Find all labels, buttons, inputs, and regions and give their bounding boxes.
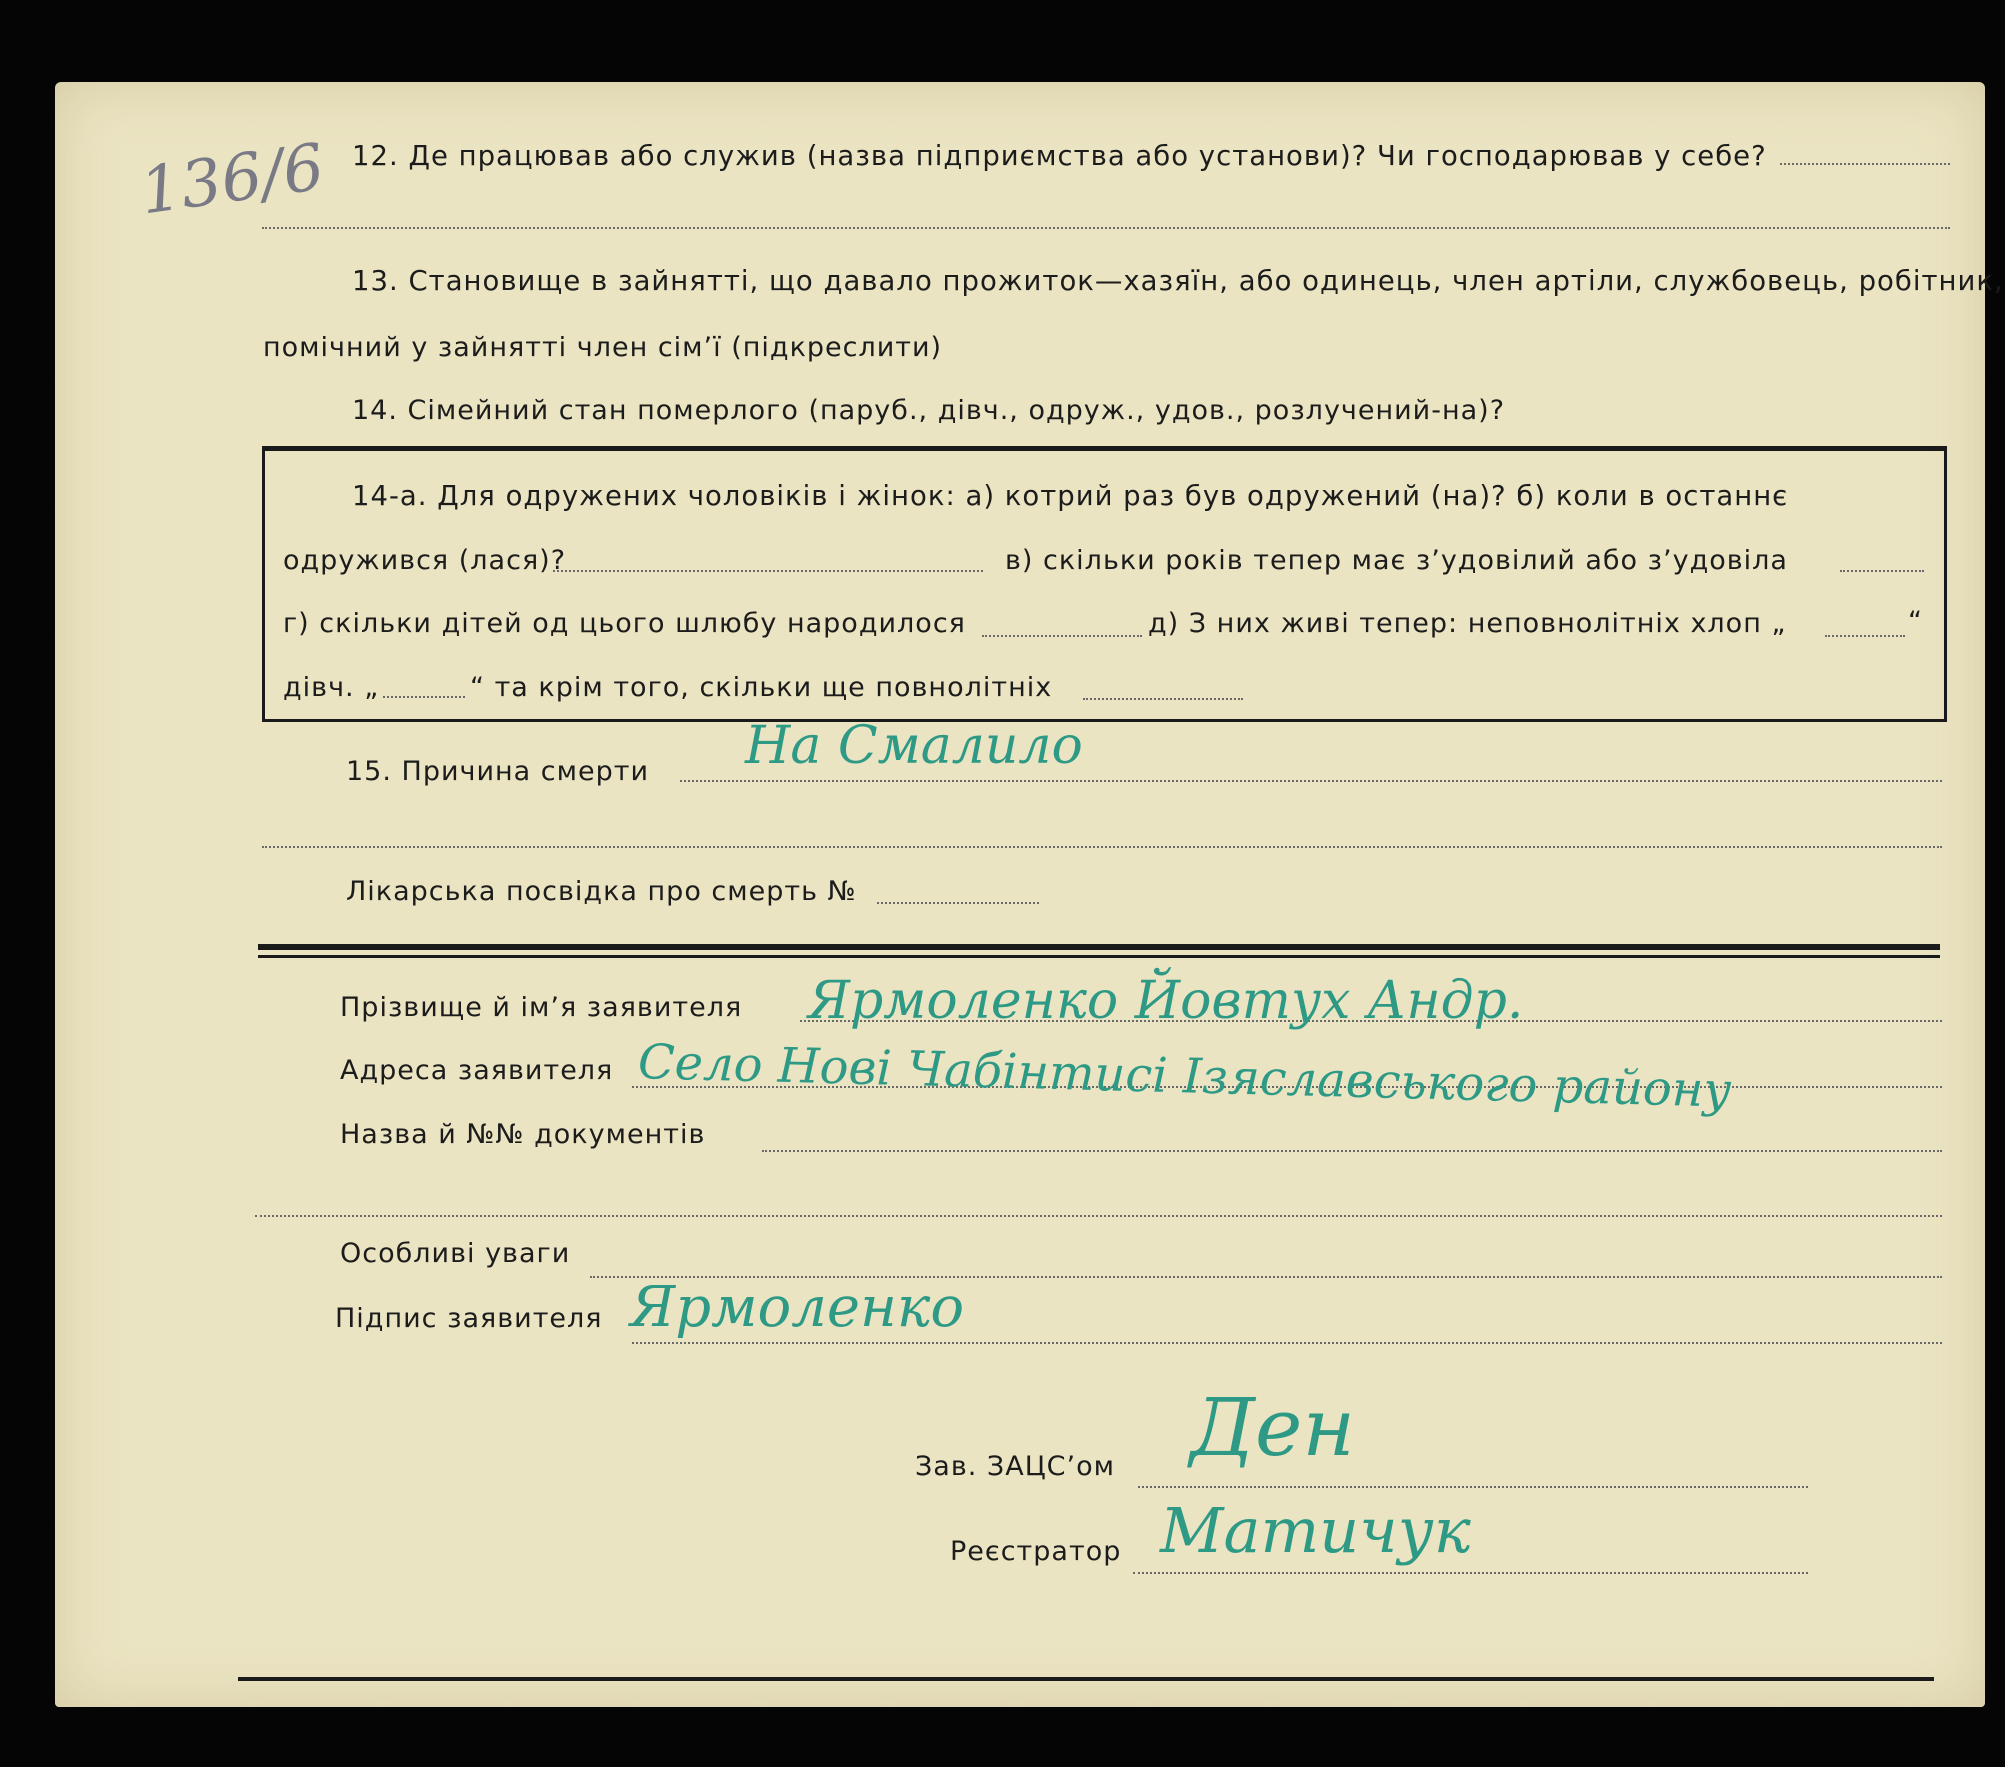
q14a-minor-girls-field <box>383 696 465 698</box>
section-divider-top <box>258 944 1940 950</box>
question-14: 14. Сімейний стан померлого (паруб., дівч., одруж., удов., розлучений-на)? <box>352 395 1506 426</box>
q15-field-line-2 <box>262 846 1942 848</box>
applicant-name-value: Ярмоленко Йовтух Андр. <box>808 971 1524 1031</box>
applicant-name-label: Прізвище й ім’я заявителя <box>340 992 743 1023</box>
q14a-line-2b: в) скільки років тепер має з’удовілий або з’удовіла <box>1005 545 1788 576</box>
registrar-label: Реєстратор <box>950 1536 1122 1567</box>
documents-field-line-2 <box>255 1215 1942 1217</box>
q12-answer-line-2 <box>262 227 1950 229</box>
q15-label: 15. Причина смерти <box>346 756 650 787</box>
q14a-line-3b: д) З них живі тепер: неповнолітніх хлоп „ <box>1148 608 1787 639</box>
q14a-children-born-field <box>982 635 1142 637</box>
applicant-signature-label: Підпис заявителя <box>335 1303 603 1334</box>
q14a-line-4a: дівч. „ <box>283 672 380 703</box>
q14a-line-4b: “ та крім того, скільки ще повнолітніх <box>470 672 1053 703</box>
head-of-registry-label: Зав. ЗАЦС’ом <box>915 1451 1115 1482</box>
applicant-address-label: Адреса заявителя <box>340 1055 614 1086</box>
q14a-minor-boys-field <box>1825 635 1905 637</box>
head-of-registry-signature: Ден <box>1190 1381 1356 1474</box>
applicant-signature: Ярмоленко <box>630 1275 965 1340</box>
registrar-field <box>1133 1572 1808 1574</box>
margin-note: 136/6 <box>135 130 329 230</box>
q14a-widowed-years-field <box>1840 570 1924 572</box>
q14a-line-3c: “ <box>1908 606 1923 637</box>
medical-certificate-field <box>877 902 1039 904</box>
documents-field <box>762 1150 1942 1152</box>
head-of-registry-field <box>1138 1486 1808 1488</box>
applicant-address-value: Село Нові Чабінтисі Ізяславського району <box>637 1034 1732 1119</box>
q15-cause-of-death: На Смалило <box>745 716 1083 776</box>
bottom-rule <box>238 1677 1934 1681</box>
registrar-signature: Матичук <box>1160 1494 1471 1567</box>
applicant-signature-field <box>632 1342 1942 1344</box>
question-13-line-2: помічний у зайнятті член сім’ї (підкреслити) <box>263 332 943 363</box>
q14a-adults-field <box>1083 698 1243 700</box>
special-notes-label: Особливі уваги <box>340 1238 571 1269</box>
question-13-line-1: 13. Становище в зайнятті, що давало прожиток—хазяїн, або одинець, член артіли, службовець, робітник, <box>352 265 2004 297</box>
q14a-line-3a: г) скільки дітей од цього шлюбу народилося <box>283 608 966 639</box>
q14a-line-2a: одружився (лася)? <box>283 545 567 576</box>
q15-field <box>680 780 1942 782</box>
documents-label: Назва й №№ документів <box>340 1119 706 1150</box>
medical-certificate-label: Лікарська посвідка про смерть № <box>346 876 857 907</box>
q12-answer-line-1 <box>1780 163 1950 165</box>
question-12: 12. Де працював або служив (назва підприємства або установи)? Чи господарював у себе? <box>352 140 1767 172</box>
section-divider-bottom <box>258 955 1940 958</box>
q14a-line-1: 14-а. Для одружених чоловіків і жінок: а) котрий раз був одружений (на)? б) коли в останнє <box>352 480 1789 512</box>
q14a-married-when-field <box>553 570 983 572</box>
